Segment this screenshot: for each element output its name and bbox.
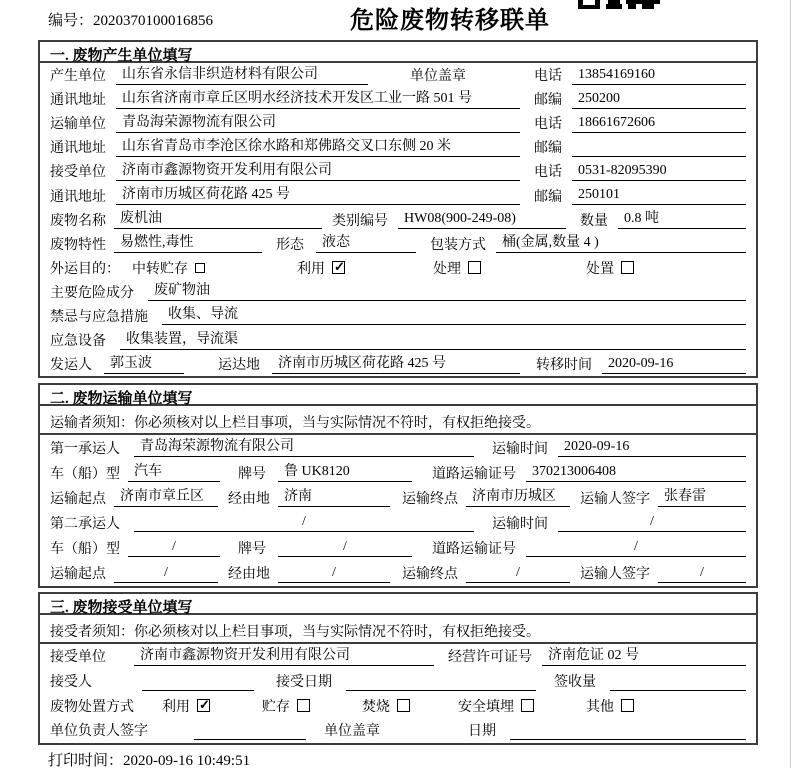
transfer-storage-checkbox bbox=[195, 263, 205, 273]
receiving-unit-row bbox=[50, 644, 746, 669]
disposal-utilize-checkbox bbox=[197, 699, 210, 712]
route1-end-value: 济南市历城区 bbox=[466, 488, 570, 507]
receiver-address-row bbox=[50, 183, 746, 207]
route2-sign-value: / bbox=[658, 564, 746, 583]
receiver-label: 接受单位 bbox=[50, 165, 106, 181]
disposal-storage-label: 贮存 bbox=[262, 699, 290, 715]
producer-zip-group bbox=[534, 89, 746, 109]
vehicle2-plate-value: / bbox=[278, 538, 412, 557]
disposal-utilize-label: 利用 bbox=[162, 699, 190, 715]
waste-name-row bbox=[50, 208, 746, 232]
received-qty-label: 签收量 bbox=[554, 675, 596, 691]
receiver-zip-label: 邮编 bbox=[534, 189, 562, 205]
waste-traits-row bbox=[50, 232, 746, 256]
transporter-row bbox=[50, 111, 746, 135]
option-treat bbox=[433, 258, 481, 278]
carrier2-label: 第二承运人 bbox=[50, 516, 120, 532]
unit-seal-label: 单位盖章 bbox=[324, 724, 380, 740]
carrier1-value: 青岛海荣源物流有限公司 bbox=[134, 438, 474, 457]
disposal-incinerate-label: 焚烧 bbox=[362, 699, 390, 715]
license-label: 经营许可证号 bbox=[448, 650, 532, 666]
receiver-address-value: 济南市历城区荷花路 425 号 bbox=[116, 186, 520, 205]
vehicle2-permit-value: / bbox=[526, 538, 746, 557]
vehicle1-plate-value: 鲁 UK8120 bbox=[278, 463, 412, 482]
emergency-equipment-label: 应急设备 bbox=[50, 334, 106, 350]
option-utilize-label: 利用 bbox=[297, 261, 325, 277]
section-receiver bbox=[38, 592, 758, 745]
disposal-landfill-checkbox bbox=[521, 699, 534, 712]
transporter-label: 运输单位 bbox=[50, 117, 106, 133]
producer-address-label: 通讯地址 bbox=[50, 93, 106, 109]
transporter-address-value: 山东省青岛市李沧区徐水路和郑佛路交叉口东侧 20 米 bbox=[116, 138, 520, 157]
option-disposal-storage bbox=[262, 696, 310, 716]
dispatch-row bbox=[50, 352, 746, 376]
emergency-measures-row bbox=[50, 304, 746, 328]
route2-start-value: / bbox=[114, 564, 218, 583]
emergency-equipment-row bbox=[50, 328, 746, 352]
receiving-unit-value: 济南市鑫源物资开发利用有限公司 bbox=[134, 647, 434, 666]
emergency-measures-label: 禁忌与应急措施 bbox=[50, 309, 148, 325]
transfer-purpose-row bbox=[50, 256, 746, 280]
responsible-sign-value bbox=[194, 721, 306, 740]
producer-phone-value: 13854169160 bbox=[572, 66, 746, 85]
print-timestamp bbox=[48, 749, 250, 768]
route1-end-label: 运输终点 bbox=[402, 491, 458, 507]
receiver-phone-value: 0531-82095390 bbox=[572, 162, 746, 181]
receiver-address-label: 通讯地址 bbox=[50, 189, 106, 205]
carrier1-time-value: 2020-09-16 bbox=[558, 438, 746, 457]
destination-value: 济南市历城区荷花路 425 号 bbox=[272, 355, 520, 374]
option-dispose bbox=[586, 258, 634, 278]
waste-quantity-label: 数量 bbox=[580, 213, 608, 229]
carrier1-label: 第一承运人 bbox=[50, 441, 120, 457]
vehicle2-permit-label: 道路运输证号 bbox=[432, 541, 516, 557]
route1-row bbox=[50, 485, 746, 510]
section-producer bbox=[38, 40, 758, 378]
producer-zip-label: 邮编 bbox=[534, 93, 562, 109]
page-title: 危险废物转移联单 bbox=[350, 8, 550, 34]
route2-end-label: 运输终点 bbox=[402, 567, 458, 583]
carrier1-time-label: 运输时间 bbox=[492, 441, 548, 457]
producer-address-row bbox=[50, 87, 746, 111]
receiver-notice: 接受者须知：你必须核对以上栏目事项，当与实际情况不符时，有权拒绝接受。 bbox=[40, 615, 756, 644]
dispose-checkbox bbox=[621, 261, 634, 274]
option-disposal-utilize bbox=[162, 696, 210, 716]
producer-seal-label: 单位盖章 bbox=[410, 69, 466, 85]
vehicle1-permit-label: 道路运输证号 bbox=[432, 466, 516, 482]
option-disposal-incinerate bbox=[362, 696, 410, 716]
transfer-purpose-label: 外运目的： bbox=[50, 261, 120, 277]
route1-start-label: 运输起点 bbox=[50, 491, 106, 507]
waste-category-value: HW08(900-249-08) bbox=[398, 210, 566, 229]
vehicle1-type-value: 汽车 bbox=[128, 463, 220, 482]
transporter-notice: 运输者须知：你必须核对以上栏目事项，当与实际情况不符时，有权拒绝接受。 bbox=[40, 406, 756, 435]
acceptor-value bbox=[142, 672, 254, 691]
receiving-unit-label: 接受单位 bbox=[50, 650, 106, 666]
accept-date-label: 接受日期 bbox=[276, 675, 332, 691]
packaging-value: 桶(金属,数量 4 ) bbox=[496, 234, 746, 253]
license-value: 济南危证 02 号 bbox=[542, 647, 746, 666]
transporter-phone-value: 18661672606 bbox=[572, 114, 746, 133]
producer-address-value: 山东省济南市章丘区明水经济技术开发区工业一路 501 号 bbox=[116, 90, 520, 109]
sign-date-label: 日期 bbox=[468, 724, 496, 740]
transfer-time-label: 转移时间 bbox=[536, 358, 592, 374]
accept-date-value bbox=[346, 672, 536, 691]
serial-number bbox=[48, 9, 213, 30]
dispatcher-value: 郭玉波 bbox=[104, 355, 184, 374]
section-transporter bbox=[38, 383, 758, 588]
disposal-landfill-label: 安全填埋 bbox=[458, 699, 514, 715]
hazard-components-row bbox=[50, 280, 746, 304]
producer-phone-group bbox=[534, 65, 746, 85]
route2-via-label: 经由地 bbox=[228, 567, 270, 583]
disposal-other-label: 其他 bbox=[586, 699, 614, 715]
receiver-phone-group bbox=[534, 161, 746, 181]
vehicle1-row bbox=[50, 460, 746, 485]
section2-title: 二. 废物运输单位填写 bbox=[40, 385, 756, 406]
emergency-equipment-value: 收集装置，导流渠 bbox=[120, 331, 746, 350]
option-transfer-storage-label: 中转贮存 bbox=[132, 261, 188, 277]
acceptor-label: 接受人 bbox=[50, 675, 92, 691]
option-disposal-other bbox=[586, 696, 634, 716]
transporter-value: 青岛海荣源物流有限公司 bbox=[116, 114, 520, 133]
disposal-other-checkbox bbox=[621, 699, 634, 712]
hazard-components-value: 废矿物油 bbox=[148, 282, 746, 301]
waste-traits-value: 易燃性,毒性 bbox=[114, 234, 262, 253]
serial-value: 2020370100016856 bbox=[93, 13, 214, 29]
receiver-phone-label: 电话 bbox=[534, 165, 562, 181]
waste-name-value: 废机油 bbox=[114, 210, 322, 229]
disposal-method-label: 废物处置方式 bbox=[50, 699, 134, 715]
route2-row bbox=[50, 560, 746, 585]
vehicle2-row bbox=[50, 535, 746, 560]
route1-sign-value: 张春雷 bbox=[658, 488, 746, 507]
receiver-zip-value: 250101 bbox=[572, 186, 746, 205]
receiver-value: 济南市鑫源物资开发利用有限公司 bbox=[116, 162, 520, 181]
receiver-row bbox=[50, 159, 746, 183]
carrier2-row bbox=[50, 510, 746, 535]
received-qty-value bbox=[610, 672, 746, 691]
route1-sign-label: 运输人签字 bbox=[580, 491, 650, 507]
waste-form-value: 液态 bbox=[316, 234, 416, 253]
acceptor-row bbox=[50, 669, 746, 694]
section1-title: 一. 废物产生单位填写 bbox=[40, 42, 756, 63]
emergency-measures-value: 收集、导流 bbox=[162, 306, 746, 325]
disposal-method-row bbox=[50, 693, 746, 718]
waste-category-label: 类别编号 bbox=[332, 213, 388, 229]
carrier2-value: / bbox=[134, 513, 474, 532]
destination-label: 运达地 bbox=[218, 358, 260, 374]
producer-label: 产生单位 bbox=[50, 69, 106, 85]
route1-via-value: 济南 bbox=[278, 488, 390, 507]
qr-code-fragment-icon bbox=[578, 0, 662, 9]
option-utilize bbox=[297, 258, 345, 278]
carrier2-time-value: / bbox=[558, 513, 746, 532]
vehicle2-plate-label: 牌号 bbox=[238, 541, 266, 557]
transfer-time-value: 2020-09-16 bbox=[602, 355, 746, 374]
disposal-storage-checkbox bbox=[297, 699, 310, 712]
receiver-zip-group bbox=[534, 186, 746, 206]
route2-via-value: / bbox=[278, 564, 390, 583]
section3-title: 三. 废物接受单位填写 bbox=[40, 594, 756, 615]
carrier2-time-label: 运输时间 bbox=[492, 516, 548, 532]
vehicle1-plate-label: 牌号 bbox=[238, 466, 266, 482]
dispatcher-label: 发运人 bbox=[50, 358, 92, 374]
route2-sign-label: 运输人签字 bbox=[580, 567, 650, 583]
waste-quantity-value: 0.8 吨 bbox=[618, 210, 746, 229]
transporter-zip-label: 邮编 bbox=[534, 141, 562, 157]
waste-traits-label: 废物特性 bbox=[50, 237, 106, 253]
route1-via-label: 经由地 bbox=[228, 491, 270, 507]
producer-zip-value: 250200 bbox=[572, 90, 746, 109]
carrier1-row bbox=[50, 435, 746, 460]
packaging-label: 包装方式 bbox=[430, 237, 486, 253]
transporter-phone-label: 电话 bbox=[534, 117, 562, 133]
route1-start-value: 济南市章丘区 bbox=[114, 488, 218, 507]
responsible-sign-label: 单位负责人签字 bbox=[50, 724, 148, 740]
responsible-sign-row bbox=[50, 718, 746, 743]
page-edge-line bbox=[790, 0, 791, 768]
route2-end-value: / bbox=[466, 564, 570, 583]
print-time-value: 2020-09-16 10:49:51 bbox=[123, 753, 251, 768]
print-time-label: 打印时间： bbox=[48, 753, 124, 768]
vehicle2-type-value: / bbox=[128, 538, 220, 557]
producer-value: 山东省永信非织造材料有限公司 bbox=[116, 66, 368, 85]
waste-name-label: 废物名称 bbox=[50, 213, 106, 229]
waste-form-label: 形态 bbox=[276, 237, 304, 253]
route2-start-label: 运输起点 bbox=[50, 567, 106, 583]
sign-date-value bbox=[510, 721, 746, 740]
producer-phone-label: 电话 bbox=[534, 69, 562, 85]
vehicle2-type-label: 车（船）型 bbox=[50, 541, 120, 557]
option-disposal-landfill bbox=[458, 696, 534, 716]
hazard-components-label: 主要危险成分 bbox=[50, 285, 134, 301]
producer-row bbox=[50, 63, 746, 87]
vehicle1-permit-value: 370213006408 bbox=[526, 463, 746, 482]
transporter-zip-group bbox=[534, 137, 746, 157]
option-dispose-label: 处置 bbox=[586, 261, 614, 277]
vehicle1-type-label: 车（船）型 bbox=[50, 466, 120, 482]
transporter-address-row bbox=[50, 135, 746, 159]
utilize-checkbox bbox=[332, 261, 345, 274]
transporter-phone-group bbox=[534, 113, 746, 133]
transporter-zip-value bbox=[572, 138, 746, 157]
disposal-incinerate-checkbox bbox=[397, 699, 410, 712]
option-treat-label: 处理 bbox=[433, 261, 461, 277]
transporter-address-label: 通讯地址 bbox=[50, 141, 106, 157]
serial-label: 编号： bbox=[48, 13, 94, 29]
option-transfer-storage bbox=[132, 258, 205, 278]
treat-checkbox bbox=[468, 261, 481, 274]
